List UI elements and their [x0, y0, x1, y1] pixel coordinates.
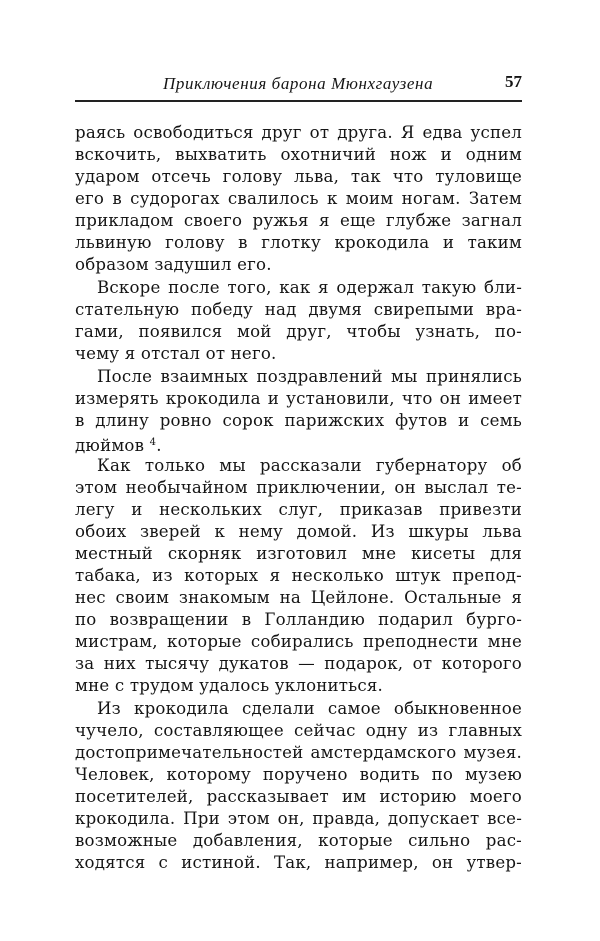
text-line: [75, 455, 522, 477]
line-text: посетителей, рассказывает им историю моего: [75, 787, 522, 806]
line-text: вскочить, выхватить охотничий нож и одним: [75, 145, 522, 164]
line-text: в длину ровно сорок парижских футов и семь: [75, 411, 522, 430]
line-text: крокодила. При этом он, правда, допускает все-: [75, 809, 522, 828]
text-line: [75, 144, 522, 166]
text-line: [75, 786, 522, 808]
text-line: [75, 477, 522, 499]
text-line: [75, 631, 522, 653]
line-text: ходятся с истиной. Так, например, он утвер-: [75, 853, 522, 872]
header-rule: [75, 100, 522, 102]
text-line: [75, 543, 522, 565]
text-line: [75, 122, 522, 144]
line-text: образом задушил его.: [75, 255, 272, 274]
text-line: [75, 720, 522, 742]
line-text: прикладом своего ружья я еще глубже загнал: [75, 211, 522, 230]
paragraph: [75, 698, 522, 874]
line-text: местный скорняк изготовил мне кисеты для: [75, 544, 522, 563]
body-text: [75, 122, 522, 875]
text-line: [75, 852, 522, 874]
line-text: мне с трудом удалось уклониться.: [75, 676, 384, 695]
page-number: 57: [505, 72, 522, 91]
text-line: [75, 254, 522, 276]
footnote-marker[interactable]: 4: [149, 437, 157, 448]
line-text: табака, из которых я несколько штук препод-: [75, 566, 522, 585]
line-text: раясь освободиться друг от друга. Я едва успел: [75, 123, 522, 142]
text-line: [75, 742, 522, 764]
line-text: чучело, составляющее сейчас одну из главных: [75, 721, 522, 740]
running-header: [75, 72, 522, 96]
line-text: ударом отсечь голову льва, так что туловище: [75, 167, 522, 186]
text-line: [75, 521, 522, 543]
line-text: измерять крокодила и установили, что он имеет: [75, 389, 522, 408]
line-text: мистрам, которые собирались преподнести мне: [75, 632, 522, 651]
text-line: [75, 675, 522, 697]
line-text: по возвращении в Голландию подарил бурго-: [75, 610, 522, 629]
line-text: его в судорогах свалилось к моим ногам. Затем: [75, 189, 522, 208]
running-title: Приключения барона Мюнхгаузена: [163, 74, 434, 93]
line-text: нес своим знакомым на Цейлоне. Остальные я: [75, 588, 522, 607]
paragraph: [75, 366, 522, 454]
line-text: чему я отстал от него.: [75, 344, 277, 363]
text-line: [75, 499, 522, 521]
text-line: [75, 188, 522, 210]
line-text: за них тысячу дукатов — подарок, от которого: [75, 654, 522, 673]
line-text: стательную победу над двумя свирепыми вра-: [75, 300, 522, 319]
text-line: [75, 830, 522, 852]
text-line: [75, 232, 522, 254]
line-text: Человек, которому поручено водить по музею: [75, 765, 522, 784]
text-line: [75, 366, 522, 388]
text-line: [75, 343, 522, 365]
line-text: львиную голову в глотку крокодила и таким: [75, 233, 522, 252]
text-line: [75, 277, 522, 299]
text-line: [75, 565, 522, 587]
text-line: [75, 587, 522, 609]
line-text: дюймов: [75, 436, 145, 454]
line-text: После взаимных поздравлений мы принялись: [97, 367, 522, 386]
text-line: [75, 210, 522, 232]
line-text: Из крокодила сделали самое обыкновенное: [97, 699, 522, 718]
punctuation: .: [156, 436, 162, 454]
line-text: достопримечательностей амстердамского музея.: [75, 743, 522, 762]
paragraph: [75, 455, 522, 697]
text-line: [75, 321, 522, 343]
line-text: Как только мы рассказали губернатору об: [97, 456, 522, 475]
text-line: [75, 388, 522, 410]
line-text: этом необычайном приключении, он выслал те-: [75, 478, 522, 497]
line-text: легу и нескольких слуг, приказав привезти: [75, 500, 522, 519]
paragraph: [75, 122, 522, 276]
text-line: [75, 299, 522, 321]
line-text: гами, появился мой друг, чтобы узнать, по-: [75, 322, 522, 341]
line-text: Вскоре после того, как я одержал такую бли-: [97, 278, 522, 297]
text-line: [75, 410, 522, 432]
text-line: [75, 808, 522, 830]
text-line: [75, 698, 522, 720]
line-text: обоих зверей к нему домой. Из шкуры льва: [75, 522, 522, 541]
text-line: [75, 166, 522, 188]
text-line: [75, 653, 522, 675]
text-line: [75, 432, 522, 454]
line-text: возможные добавления, которые сильно рас-: [75, 831, 522, 850]
text-line: [75, 764, 522, 786]
text-line: [75, 609, 522, 631]
paragraph: [75, 277, 522, 365]
